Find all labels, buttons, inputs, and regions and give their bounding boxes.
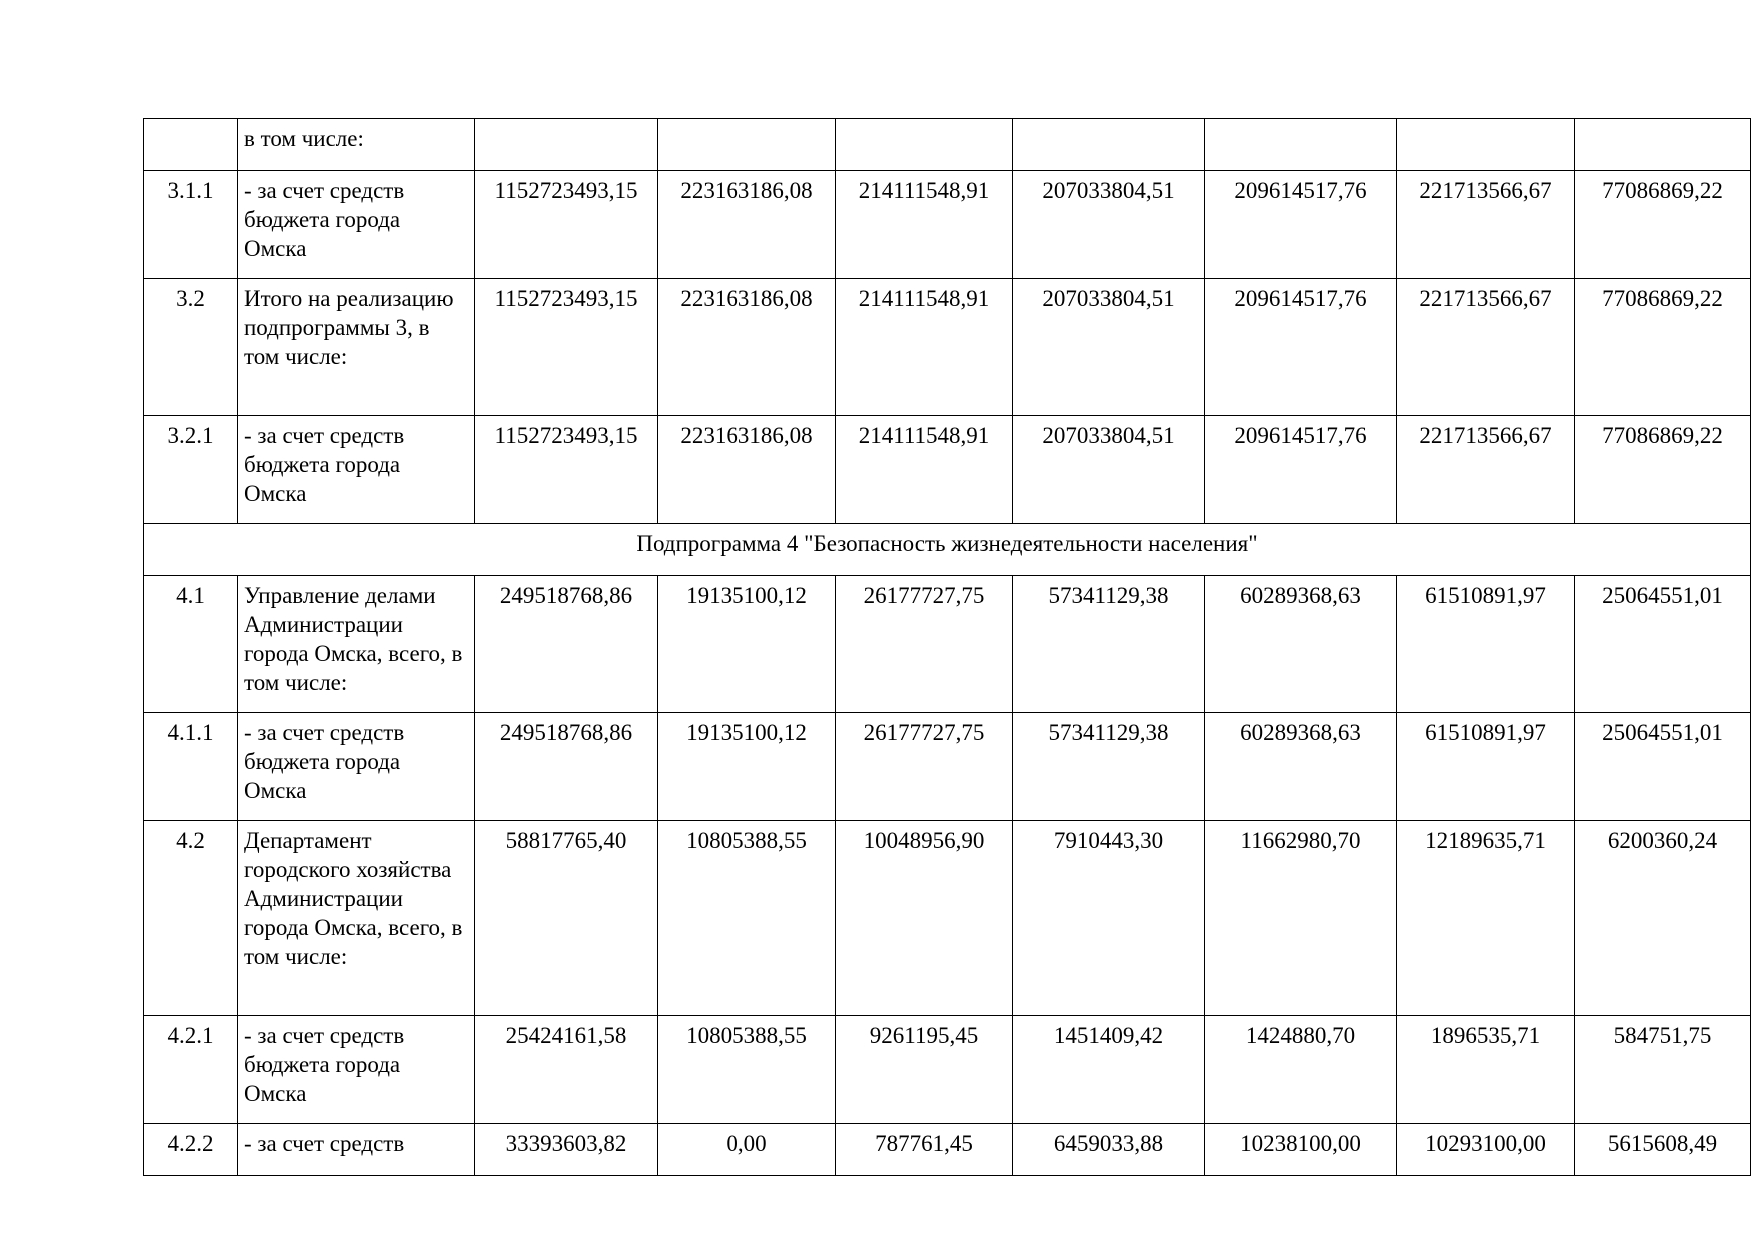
- value-cell: 10293100,00: [1397, 1124, 1575, 1176]
- value-cell: 207033804,51: [1013, 279, 1205, 416]
- value-cell: 7910443,30: [1013, 821, 1205, 1016]
- value-cell: 1152723493,15: [475, 171, 658, 279]
- row-description: Итого на реализацию подпрограммы 3, в том числе:: [238, 279, 475, 416]
- table-row: [144, 821, 1751, 1016]
- row-description: Департамент городского хозяйства Администрации города Омска, всего, в том числе:: [238, 821, 475, 1016]
- value-cell: 57341129,38: [1013, 576, 1205, 713]
- row-code: 3.2.1: [144, 416, 238, 524]
- value-cell: 209614517,76: [1205, 171, 1397, 279]
- row-description: - за счет средств бюджета города Омска: [238, 713, 475, 821]
- value-cell: [1397, 119, 1575, 171]
- value-cell: 58817765,40: [475, 821, 658, 1016]
- value-cell: 1424880,70: [1205, 1016, 1397, 1124]
- table-row: [144, 713, 1751, 821]
- value-cell: 223163186,08: [658, 279, 836, 416]
- value-cell: 25064551,01: [1575, 713, 1751, 821]
- value-cell: 60289368,63: [1205, 713, 1397, 821]
- value-cell: [1575, 119, 1751, 171]
- value-cell: 25064551,01: [1575, 576, 1751, 713]
- value-cell: 12189635,71: [1397, 821, 1575, 1016]
- value-cell: 209614517,76: [1205, 279, 1397, 416]
- value-cell: [658, 119, 836, 171]
- value-cell: 1451409,42: [1013, 1016, 1205, 1124]
- value-cell: 57341129,38: [1013, 713, 1205, 821]
- value-cell: 77086869,22: [1575, 171, 1751, 279]
- row-description: - за счет средств бюджета города Омска: [238, 171, 475, 279]
- value-cell: 61510891,97: [1397, 576, 1575, 713]
- row-code: 3.1.1: [144, 171, 238, 279]
- value-cell: 223163186,08: [658, 416, 836, 524]
- value-cell: 584751,75: [1575, 1016, 1751, 1124]
- row-code: 4.2: [144, 821, 238, 1016]
- value-cell: 5615608,49: [1575, 1124, 1751, 1176]
- value-cell: 249518768,86: [475, 576, 658, 713]
- row-code: 4.1.1: [144, 713, 238, 821]
- value-cell: 249518768,86: [475, 713, 658, 821]
- row-code: 4.2.2: [144, 1124, 238, 1176]
- section-title: Подпрограмма 4 "Безопасность жизнедеятельности населения": [144, 524, 1751, 576]
- table-row: [144, 119, 1751, 171]
- table-row: [144, 1016, 1751, 1124]
- value-cell: 0,00: [658, 1124, 836, 1176]
- row-description: - за счет средств бюджета города Омска: [238, 416, 475, 524]
- row-code: 3.2: [144, 279, 238, 416]
- value-cell: 11662980,70: [1205, 821, 1397, 1016]
- value-cell: 1152723493,15: [475, 416, 658, 524]
- row-code: [144, 119, 238, 171]
- value-cell: 209614517,76: [1205, 416, 1397, 524]
- value-cell: 77086869,22: [1575, 279, 1751, 416]
- value-cell: 1896535,71: [1397, 1016, 1575, 1124]
- value-cell: 207033804,51: [1013, 171, 1205, 279]
- row-description: Управление делами Администрации города Омска, всего, в том числе:: [238, 576, 475, 713]
- value-cell: 61510891,97: [1397, 713, 1575, 821]
- row-description: - за счет средств бюджета города Омска: [238, 1016, 475, 1124]
- value-cell: 26177727,75: [836, 713, 1013, 821]
- value-cell: 214111548,91: [836, 171, 1013, 279]
- value-cell: 1152723493,15: [475, 279, 658, 416]
- value-cell: 207033804,51: [1013, 416, 1205, 524]
- value-cell: 214111548,91: [836, 416, 1013, 524]
- value-cell: [475, 119, 658, 171]
- row-description: в том числе:: [238, 119, 475, 171]
- value-cell: 223163186,08: [658, 171, 836, 279]
- value-cell: [1205, 119, 1397, 171]
- value-cell: 6459033,88: [1013, 1124, 1205, 1176]
- value-cell: 19135100,12: [658, 576, 836, 713]
- section-header-row: [144, 524, 1751, 576]
- table-row: [144, 576, 1751, 713]
- value-cell: 214111548,91: [836, 279, 1013, 416]
- table-row: [144, 1124, 1751, 1176]
- value-cell: 60289368,63: [1205, 576, 1397, 713]
- value-cell: [1013, 119, 1205, 171]
- table-row: [144, 171, 1751, 279]
- value-cell: 26177727,75: [836, 576, 1013, 713]
- value-cell: 787761,45: [836, 1124, 1013, 1176]
- value-cell: 10238100,00: [1205, 1124, 1397, 1176]
- value-cell: 221713566,67: [1397, 416, 1575, 524]
- value-cell: 25424161,58: [475, 1016, 658, 1124]
- value-cell: 10805388,55: [658, 1016, 836, 1124]
- value-cell: [836, 119, 1013, 171]
- value-cell: 6200360,24: [1575, 821, 1751, 1016]
- table-row: [144, 416, 1751, 524]
- value-cell: 33393603,82: [475, 1124, 658, 1176]
- value-cell: 221713566,67: [1397, 171, 1575, 279]
- row-code: 4.1: [144, 576, 238, 713]
- value-cell: 77086869,22: [1575, 416, 1751, 524]
- value-cell: 10048956,90: [836, 821, 1013, 1016]
- value-cell: 9261195,45: [836, 1016, 1013, 1124]
- value-cell: 10805388,55: [658, 821, 836, 1016]
- row-description: - за счет средств: [238, 1124, 475, 1176]
- budget-table: [143, 118, 1751, 1176]
- value-cell: 19135100,12: [658, 713, 836, 821]
- table-row: [144, 279, 1751, 416]
- row-code: 4.2.1: [144, 1016, 238, 1124]
- value-cell: 221713566,67: [1397, 279, 1575, 416]
